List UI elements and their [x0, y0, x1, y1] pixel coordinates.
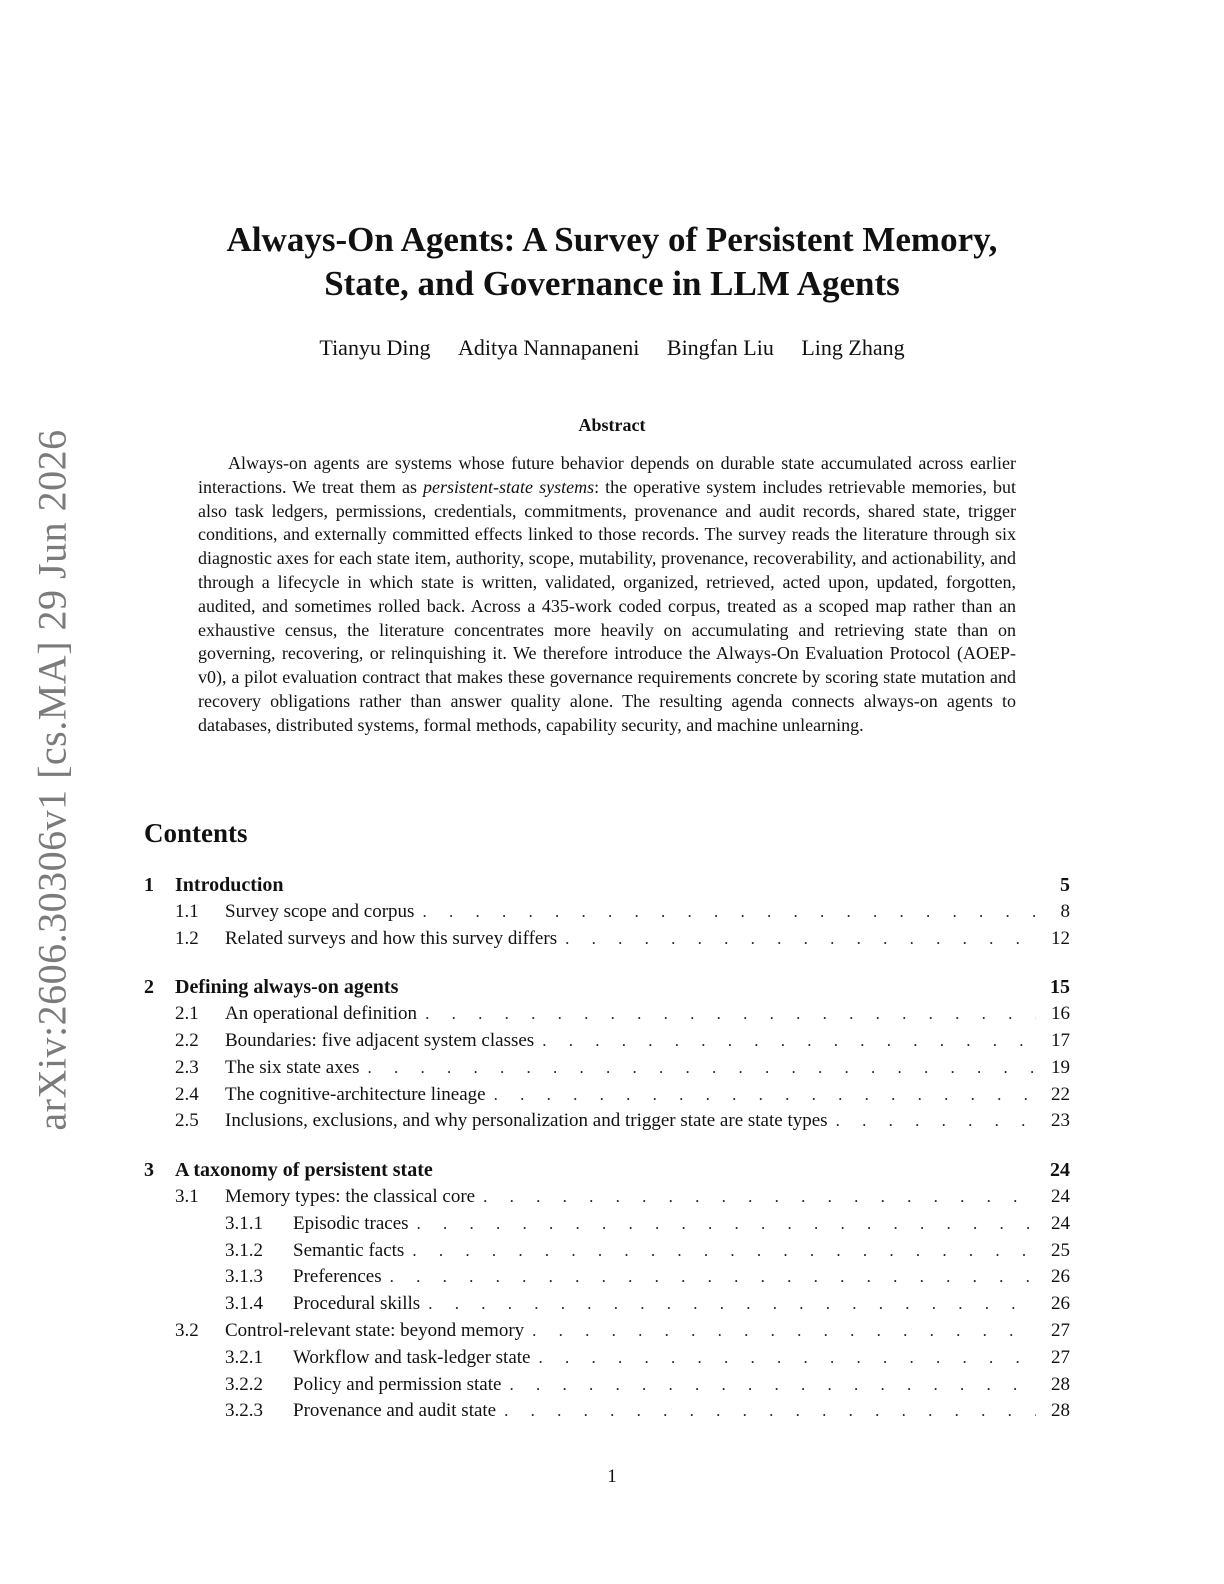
toc-dot-leader — [532, 1318, 1036, 1345]
toc-entry-title: A taxonomy of persistent state — [175, 1159, 433, 1182]
toc-entry[interactable] — [144, 899, 1070, 926]
toc-section — [144, 1157, 1070, 1425]
toc-entry[interactable] — [144, 1157, 1070, 1184]
author-list — [0, 334, 1224, 362]
toc-entry[interactable] — [144, 1082, 1070, 1109]
toc-entry[interactable] — [144, 1372, 1070, 1399]
toc-entry[interactable] — [144, 1398, 1070, 1425]
toc-entry[interactable] — [144, 926, 1070, 953]
toc-dot-leader — [542, 1028, 1036, 1055]
toc-entry-page: 25 — [1051, 1239, 1070, 1261]
toc-entry-number: 3 — [144, 1159, 154, 1182]
toc-entry-number: 3.1 — [175, 1185, 199, 1207]
toc-entry-page: 26 — [1051, 1293, 1070, 1315]
author-name: Bingfan Liu — [666, 335, 774, 360]
toc-entry-number: 3.2.1 — [225, 1346, 263, 1368]
toc-entry-title: Control-relevant state: beyond memory — [225, 1319, 525, 1341]
toc-entry-title: Preferences — [293, 1266, 382, 1288]
toc-entry-number: 3.2.3 — [225, 1400, 263, 1422]
toc-entry-title: Workflow and task-ledger state — [293, 1346, 531, 1368]
toc-entry-page: 23 — [1051, 1110, 1070, 1132]
toc-section — [144, 872, 1070, 952]
author-name: Ling Zhang — [801, 335, 905, 360]
toc-entry-page: 28 — [1051, 1373, 1070, 1395]
toc-entry-number: 2.4 — [175, 1083, 199, 1105]
toc-entry-page: 16 — [1051, 1003, 1070, 1025]
toc-entry-page: 28 — [1051, 1400, 1070, 1422]
toc-entry[interactable] — [144, 1291, 1070, 1318]
toc-entry-page: 5 — [1060, 874, 1070, 896]
arxiv-side-stamp: arXiv:2606.30306v1 [cs.MA] 29 Jun 2026 — [29, 429, 75, 1131]
author-name: Aditya Nannapaneni — [457, 335, 640, 360]
toc-dot-leader — [504, 1398, 1036, 1425]
toc-dot-leader — [565, 926, 1036, 953]
toc-entry-number: 2.1 — [175, 1003, 199, 1025]
toc-entry[interactable] — [144, 1184, 1070, 1211]
toc-entry-title: Introduction — [175, 874, 284, 896]
toc-dot-leader — [417, 1211, 1036, 1238]
toc-entry-number: 3.1.1 — [225, 1212, 263, 1234]
toc-entry-title: Episodic traces — [293, 1212, 409, 1234]
toc-entry-title: Provenance and audit state — [293, 1400, 497, 1422]
toc-dot-leader — [422, 899, 1036, 926]
toc-dot-leader — [390, 1264, 1036, 1291]
toc-entry[interactable] — [144, 1345, 1070, 1372]
author-name: Tianyu Ding — [319, 335, 431, 360]
toc-entry-title: The cognitive-architecture lineage — [225, 1083, 486, 1105]
abstract-text-start: Always-on agents are systems whose future behavior depends on durable state accumulated across earlier interactions. We treat them as — [198, 453, 1016, 497]
toc-dot-leader — [428, 1291, 1036, 1318]
toc-entry-page: 22 — [1051, 1083, 1070, 1105]
toc-entry[interactable] — [144, 1238, 1070, 1265]
toc-entry-title: Survey scope and corpus — [225, 900, 415, 922]
toc-entry[interactable] — [144, 1055, 1070, 1082]
toc-entry[interactable] — [144, 1028, 1070, 1055]
toc-entry-page: 24 — [1050, 1159, 1070, 1182]
toc-dot-leader — [483, 1184, 1036, 1211]
toc-entry[interactable] — [144, 1318, 1070, 1345]
toc-entry-page: 12 — [1051, 927, 1070, 949]
toc-entry-number: 1 — [144, 874, 154, 896]
toc-dot-leader — [836, 1108, 1036, 1135]
toc-entry-page: 15 — [1050, 976, 1070, 999]
toc-entry[interactable] — [144, 1264, 1070, 1291]
toc-dot-leader — [368, 1055, 1036, 1082]
toc-dot-leader — [425, 1001, 1036, 1028]
toc-entry-title: Semantic facts — [293, 1239, 405, 1261]
toc-dot-leader — [509, 1372, 1036, 1399]
toc-dot-leader — [412, 1238, 1036, 1265]
toc-entry[interactable] — [144, 1001, 1070, 1028]
toc-entry[interactable] — [144, 872, 1070, 899]
toc-entry-page: 24 — [1051, 1212, 1070, 1234]
toc-entry-number: 3.1.3 — [225, 1266, 263, 1288]
page-number: 1 — [607, 1466, 617, 1487]
toc-dot-leader — [538, 1345, 1036, 1372]
toc-entry[interactable] — [144, 1108, 1070, 1135]
toc-entry-number: 2 — [144, 976, 154, 999]
contents-heading: Contents — [144, 818, 248, 848]
toc-entry-number: 1.2 — [175, 927, 199, 949]
toc-entry-title: Related surveys and how this survey differs — [225, 927, 558, 949]
toc-entry-page: 17 — [1051, 1029, 1070, 1051]
toc-entry-number: 2.3 — [175, 1056, 199, 1078]
paper-title-line-2: State, and Governance in LLM Agents — [324, 264, 900, 303]
abstract-body — [198, 452, 1016, 738]
paper-title-line-1: Always-On Agents: A Survey of Persistent Memory, — [226, 220, 998, 259]
toc-entry-page: 27 — [1051, 1346, 1070, 1368]
toc-entry-number: 3.1.4 — [225, 1293, 263, 1315]
table-of-contents — [144, 872, 1070, 1447]
toc-entry-number: 3.1.2 — [225, 1239, 263, 1261]
toc-entry-title: Policy and permission state — [293, 1373, 502, 1395]
toc-entry[interactable] — [144, 974, 1070, 1001]
paper-title — [0, 218, 1224, 306]
toc-entry-title: Memory types: the classical core — [225, 1185, 476, 1207]
toc-entry[interactable] — [144, 1211, 1070, 1238]
toc-entry-page: 8 — [1060, 900, 1070, 922]
abstract-emphasis: persistent-state systems — [423, 476, 595, 497]
toc-entry-page: 27 — [1051, 1319, 1070, 1341]
toc-entry-title: Defining always-on agents — [175, 976, 399, 999]
toc-entry-title: Boundaries: five adjacent system classes — [225, 1029, 535, 1051]
toc-entry-number: 3.2 — [175, 1319, 199, 1341]
toc-entry-page: 26 — [1051, 1266, 1070, 1288]
abstract-text-rest: : the operative system includes retrievable memories, but also task ledgers, permissions, credentials, commitments, provenance and audit records, shared state, trigger conditions, and externally committed effects linked to those records. The survey reads the literature through six diagnostic axes for each state item, authority, scope, mutability, provenance, recoverability, and actionability, and through a lifecycle in which state is written, validated, organized, retrieved, acted upon, updated, forgotten, audited, and sometimes rolled back. Across a 435-work coded corpus, treated as a scoped map rather than an exhaustive census, the literature concentrates more heavily on accumulating and retrieving state than on governing, recovering, or relinquishing it. We therefore introduce the Always-On Evaluation Protocol (AOEP-v0), a pilot evaluation contract that makes these governance requirements concrete by scoring state mutation and recovery obligations rather than answer quality alone. The resulting agenda connects always-on agents to databases, distributed systems, formal methods, capability security, and machine unlearning. — [198, 476, 1016, 735]
toc-entry-number: 1.1 — [175, 900, 199, 922]
toc-entry-title: Procedural skills — [293, 1293, 421, 1315]
toc-entry-number: 3.2.2 — [225, 1373, 263, 1395]
toc-entry-number: 2.5 — [175, 1110, 199, 1132]
toc-entry-page: 24 — [1051, 1185, 1070, 1207]
abstract-heading: Abstract — [578, 415, 646, 435]
toc-entry-title: Inclusions, exclusions, and why personalization and trigger state are state types — [225, 1110, 828, 1132]
toc-section — [144, 974, 1070, 1135]
toc-entry-title: The six state axes — [225, 1056, 360, 1078]
toc-entry-title: An operational definition — [225, 1003, 418, 1025]
toc-entry-page: 19 — [1051, 1056, 1070, 1078]
toc-dot-leader — [494, 1082, 1036, 1109]
toc-entry-number: 2.2 — [175, 1029, 199, 1051]
